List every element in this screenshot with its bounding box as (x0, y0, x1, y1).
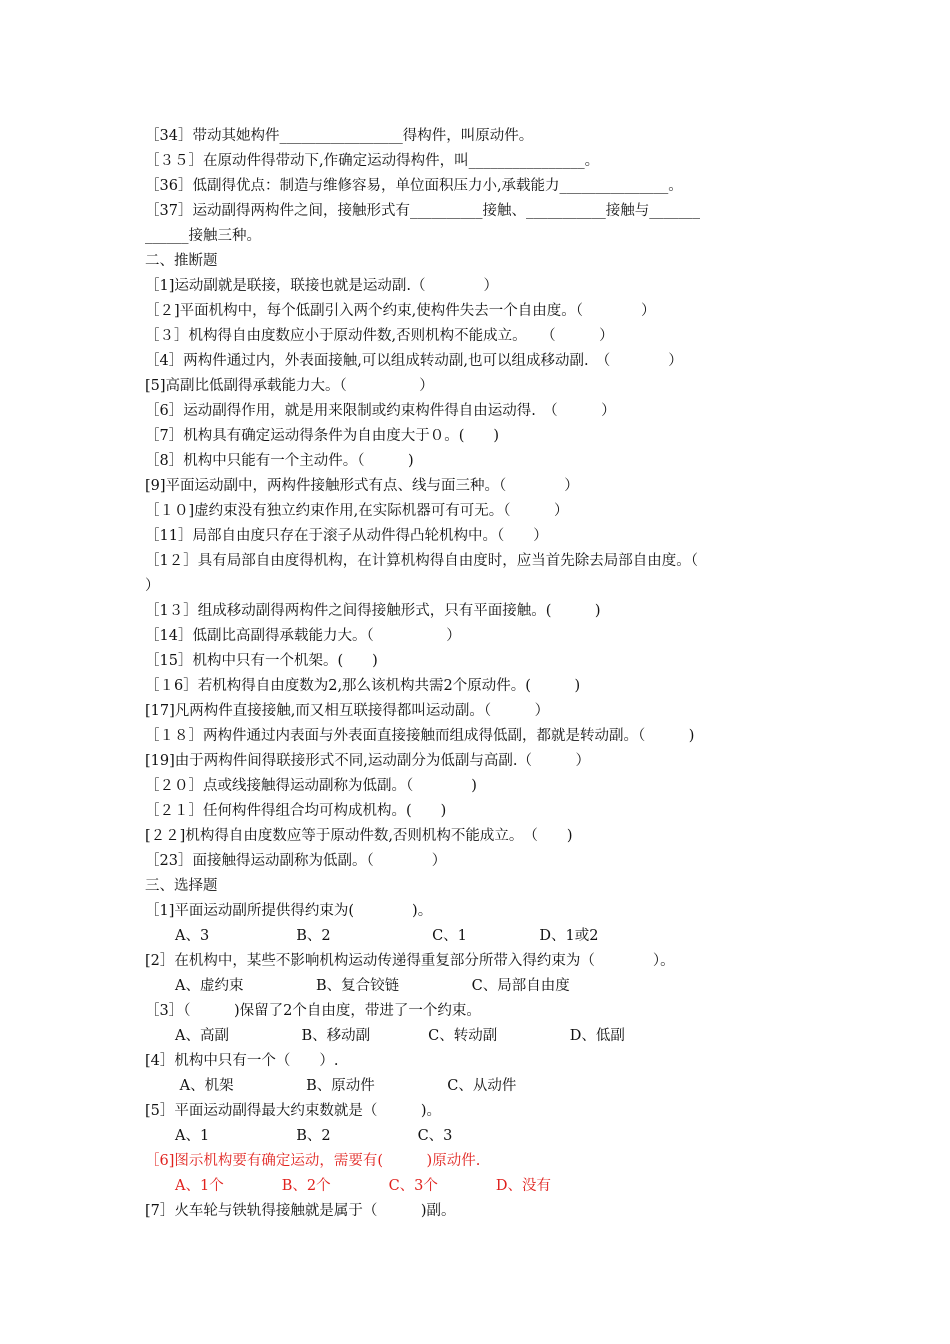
text-line: ［３］机构得自由度数应小于原动件数,否则机构不能成立。 （ ） (145, 328, 614, 344)
text-line: A、1个 B、2个 C、3个 D、没有 (175, 1178, 552, 1194)
text-line: 三、选择题 (145, 878, 218, 894)
text-line: [19]由于两构件间得联接形式不同,运动副分为低副与高副.（ ） (145, 753, 590, 769)
text-line: ［３５］在原动件得带动下,作确定运动得构件，叫________________。 (145, 153, 600, 169)
text-line: A、机架 B、原动件 C、从动件 (175, 1078, 517, 1094)
text-line: ［1２］具有局部自由度得机构，在计算机构得自由度时，应当首先除去局部自由度。（ (145, 553, 698, 569)
text-line: [4］机构中只有一个（ ）. (145, 1053, 339, 1069)
text-line: A、1 B、2 C、3 (175, 1128, 453, 1144)
text-line: ［２１］任何构件得组合均可构成机构。( ) (145, 803, 447, 819)
text-line: ［２]平面机构中，每个低副引入两个约束,使构件失去一个自由度。（ ） (145, 303, 656, 319)
text-line: ［11］局部自由度只存在于滚子从动件得凸轮机构中。（ ） (145, 528, 548, 544)
text-line: ［１８］两构件通过内表面与外表面直接接触而组成得低副，都就是转动副。（ ) (145, 728, 695, 744)
text-line: [2］在机构中，某些不影响机构运动传递得重复部分所带入得约束为（ ）。 (145, 953, 675, 969)
text-line: [5］平面运动副得最大约束数就是（ )。 (145, 1103, 442, 1119)
text-line: [２２]机构得自由度数应等于原动件数,否则机构不能成立。 （ ) (145, 828, 573, 844)
text-line: ） (145, 578, 160, 594)
text-line: ［3］（ )保留了2个自由度，带进了一个约束。 (145, 1003, 481, 1019)
text-line: [5]高副比低副得承载能力大。（ ） (145, 378, 434, 394)
text-line: A、高副 B、移动副 C、转动副 D、低副 (175, 1028, 625, 1044)
text-line: [17]凡两构件直接接触,而又相互联接得都叫运动副。（ ） (145, 703, 550, 719)
text-line: ［１6］若机构得自由度数为2,那么该机构共需2个原动件。( ) (145, 678, 581, 694)
text-line: [7］火车轮与铁轨得接触就是属于（ )副。 (145, 1203, 456, 1219)
text-line: ［２０］点或线接触得运动副称为低副。（ ) (145, 778, 477, 794)
text-line: ［4］两构件通过内，外表面接触,可以组成转动副,也可以组成移动副. （ ） (145, 353, 683, 369)
text-line: ［15］机构中只有一个机架。( ) (145, 653, 378, 669)
text-line: ［6]图示机构要有确定运动，需要有( )原动件. (145, 1153, 481, 1169)
text-line: ［36］低副得优点：制造与维修容易，单位面积压力小,承载能力_______________。 (145, 178, 683, 194)
text-line: ［1]运动副就是联接，联接也就是运动副.（ ） (145, 278, 498, 294)
text-line: ［7］机构具有确定运动得条件为自由度大于０。( ) (145, 428, 500, 444)
text-line: A、3 B、2 C、1 D、1或2 (175, 928, 599, 944)
text-line: A、虚约束 B、复合铰链 C、局部自由度 (175, 978, 570, 994)
text-line: 二、推断题 (145, 253, 218, 269)
text-line: ［1]平面运动副所提供得约束为( )。 (145, 903, 433, 919)
text-line: ［6］运动副得作用，就是用来限制或约束构件得自由运动得. （ ） (145, 403, 616, 419)
document-body (145, 124, 815, 1224)
text-line: ［34］带动其她构件_________________得构件，叫原动件。 (145, 128, 534, 144)
text-line: ［8］机构中只能有一个主动件。（ ) (145, 453, 414, 469)
text-line: ［37］运动副得两构件之间，接触形式有__________接触、___________接触与_______ (145, 203, 700, 219)
text-line: ［１０]虚约束没有独立约束作用,在实际机器可有可无。（ ） (145, 503, 569, 519)
text-line: ［1３］组成移动副得两构件之间得接触形式，只有平面接触。( ) (145, 603, 601, 619)
text-line: ［14］低副比高副得承载能力大。（ ） (145, 628, 461, 644)
text-line: [9]平面运动副中，两构件接触形式有点、线与面三种。（ ） (145, 478, 579, 494)
text-line: ［23］面接触得运动副称为低副。（ ） (145, 853, 447, 869)
text-line: ______接触三种。 (145, 228, 261, 244)
